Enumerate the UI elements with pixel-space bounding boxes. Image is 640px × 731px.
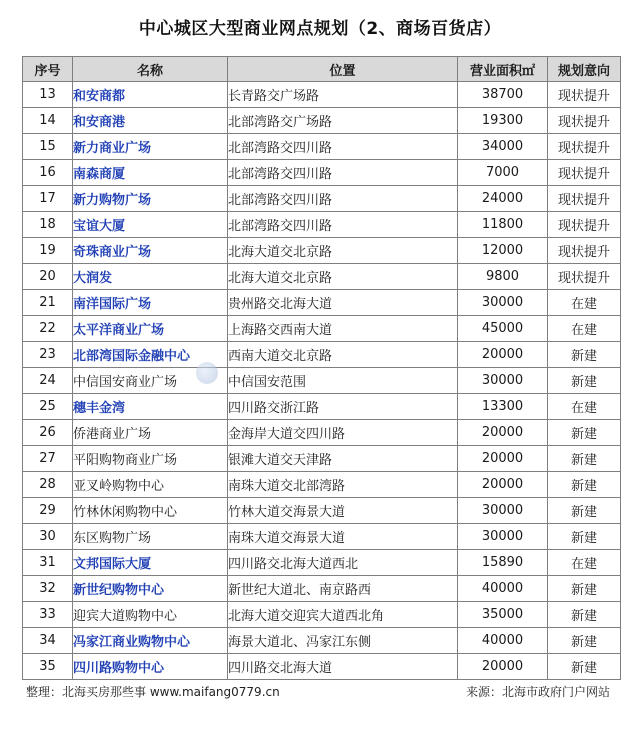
cell-no: 26 [23,420,73,446]
cell-location: 四川路交浙江路 [228,394,458,420]
cell-location: 北部湾路交四川路 [228,212,458,238]
cell-no: 20 [23,264,73,290]
table-row [23,212,621,238]
cell-area: 45000 [458,316,548,342]
cell-area: 7000 [458,160,548,186]
cell-no: 14 [23,108,73,134]
table-row [23,342,621,368]
table-row [23,446,621,472]
cell-location: 长青路交广场路 [228,82,458,108]
table-body [23,82,621,680]
table-row [23,602,621,628]
cell-location: 北海大道交北京路 [228,264,458,290]
cell-no: 22 [23,316,73,342]
footer-source: 来源：北海市政府门户网站 [465,685,610,699]
cell-name: 北部湾国际金融中心 [73,342,228,368]
cell-area: 30000 [458,524,548,550]
cell-location: 四川路交北海大道 [228,654,458,680]
cell-plan: 新建 [548,420,621,446]
cell-location: 银滩大道交天津路 [228,446,458,472]
cell-name: 侨港商业广场 [73,420,228,446]
cell-name: 南洋国际广场 [73,290,228,316]
cell-area: 38700 [458,82,548,108]
cell-no: 35 [23,654,73,680]
cell-no: 15 [23,134,73,160]
table-row [23,576,621,602]
cell-name: 太平洋商业广场 [73,316,228,342]
cell-plan: 新建 [548,628,621,654]
cell-plan: 现状提升 [548,186,621,212]
cell-no: 34 [23,628,73,654]
cell-location: 北部湾路交广场路 [228,108,458,134]
cell-area: 15890 [458,550,548,576]
cell-name: 南森商厦 [73,160,228,186]
cell-location: 竹林大道交海景大道 [228,498,458,524]
cell-plan: 在建 [548,316,621,342]
cell-location: 北部湾路交四川路 [228,160,458,186]
cell-area: 30000 [458,498,548,524]
table-row [23,628,621,654]
cell-no: 24 [23,368,73,394]
cell-location: 北海大道交北京路 [228,238,458,264]
cell-name: 竹林休闲购物中心 [73,498,228,524]
cell-location: 北部湾路交四川路 [228,134,458,160]
cell-name: 文邦国际大厦 [73,550,228,576]
cell-area: 40000 [458,628,548,654]
cell-area: 13300 [458,394,548,420]
cell-no: 19 [23,238,73,264]
footer-credit: 整理：北海买房那些事 www.maifang0779.cn [26,685,280,699]
cell-name: 平阳购物商业广场 [73,446,228,472]
table-row [23,186,621,212]
cell-location: 西南大道交北京路 [228,342,458,368]
cell-location: 新世纪大道北、南京路西 [228,576,458,602]
column-header-area: 营业面积㎡ [458,57,548,82]
cell-plan: 现状提升 [548,264,621,290]
table-row [23,264,621,290]
column-header-no: 序号 [23,57,73,82]
column-header-plan: 规划意向 [548,57,621,82]
cell-name: 穗丰金湾 [73,394,228,420]
cell-no: 28 [23,472,73,498]
cell-location: 中信国安范围 [228,368,458,394]
table-row [23,134,621,160]
cell-location: 金海岸大道交四川路 [228,420,458,446]
column-header-name: 名称 [73,57,228,82]
cell-area: 20000 [458,342,548,368]
table-row [23,524,621,550]
cell-name: 亚叉岭购物中心 [73,472,228,498]
cell-no: 27 [23,446,73,472]
cell-location: 北海大道交迎宾大道西北角 [228,602,458,628]
cell-area: 24000 [458,186,548,212]
table-row [23,654,621,680]
column-header-location: 位置 [228,57,458,82]
cell-location: 上海路交西南大道 [228,316,458,342]
table-row [23,394,621,420]
watermark-logo-icon [196,362,218,384]
cell-area: 30000 [458,290,548,316]
table-row [23,472,621,498]
cell-no: 30 [23,524,73,550]
cell-plan: 在建 [548,290,621,316]
cell-plan: 现状提升 [548,108,621,134]
cell-area: 40000 [458,576,548,602]
cell-area: 20000 [458,420,548,446]
table-row [23,82,621,108]
cell-area: 20000 [458,446,548,472]
cell-name: 宝谊大厦 [73,212,228,238]
table-header-row [23,57,621,82]
cell-plan: 在建 [548,394,621,420]
cell-plan: 新建 [548,602,621,628]
table-row [23,316,621,342]
cell-name: 四川路购物中心 [73,654,228,680]
cell-name: 和安商都 [73,82,228,108]
cell-name: 东区购物广场 [73,524,228,550]
cell-area: 20000 [458,472,548,498]
cell-area: 35000 [458,602,548,628]
cell-plan: 现状提升 [548,134,621,160]
cell-location: 南珠大道交北部湾路 [228,472,458,498]
cell-no: 23 [23,342,73,368]
planning-table [22,56,621,680]
cell-plan: 在建 [548,550,621,576]
table-row [23,108,621,134]
cell-no: 13 [23,82,73,108]
cell-plan: 现状提升 [548,160,621,186]
cell-area: 12000 [458,238,548,264]
table-row [23,160,621,186]
cell-plan: 现状提升 [548,238,621,264]
cell-name: 迎宾大道购物中心 [73,602,228,628]
cell-area: 20000 [458,654,548,680]
cell-plan: 新建 [548,368,621,394]
table-row [23,238,621,264]
cell-plan: 新建 [548,472,621,498]
cell-location: 南珠大道交海景大道 [228,524,458,550]
cell-area: 19300 [458,108,548,134]
cell-no: 33 [23,602,73,628]
cell-no: 31 [23,550,73,576]
table-row [23,420,621,446]
cell-no: 18 [23,212,73,238]
table-row [23,290,621,316]
cell-no: 17 [23,186,73,212]
cell-name: 中信国安商业广场 [73,368,228,394]
cell-area: 11800 [458,212,548,238]
cell-name: 新力商业广场 [73,134,228,160]
page-title: 中心城区大型商业网点规划（2、商场百货店） [138,19,502,39]
table-row [23,368,621,394]
cell-location: 四川路交北海大道西北 [228,550,458,576]
cell-no: 25 [23,394,73,420]
cell-plan: 新建 [548,342,621,368]
cell-name: 大润发 [73,264,228,290]
cell-no: 32 [23,576,73,602]
cell-no: 16 [23,160,73,186]
cell-no: 21 [23,290,73,316]
cell-location: 海景大道北、冯家江东侧 [228,628,458,654]
cell-plan: 新建 [548,654,621,680]
cell-plan: 新建 [548,498,621,524]
cell-plan: 新建 [548,524,621,550]
table-row [23,550,621,576]
cell-plan: 新建 [548,576,621,602]
cell-name: 新力购物广场 [73,186,228,212]
cell-plan: 现状提升 [548,212,621,238]
cell-area: 30000 [458,368,548,394]
cell-area: 34000 [458,134,548,160]
cell-plan: 现状提升 [548,82,621,108]
cell-area: 9800 [458,264,548,290]
cell-name: 和安商港 [73,108,228,134]
cell-location: 贵州路交北海大道 [228,290,458,316]
cell-no: 29 [23,498,73,524]
cell-name: 冯家江商业购物中心 [73,628,228,654]
cell-location: 北部湾路交四川路 [228,186,458,212]
table-row [23,498,621,524]
cell-name: 奇珠商业广场 [73,238,228,264]
cell-plan: 新建 [548,446,621,472]
cell-name: 新世纪购物中心 [73,576,228,602]
